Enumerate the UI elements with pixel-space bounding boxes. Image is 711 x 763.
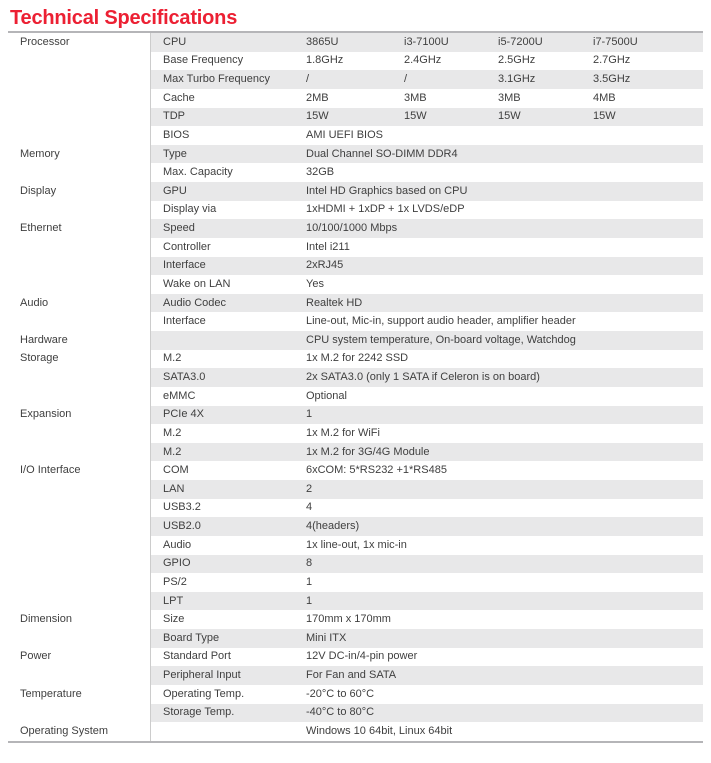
table-row xyxy=(8,163,703,182)
spec-row-body xyxy=(150,443,703,462)
spec-value: 15W xyxy=(404,111,427,123)
spec-value: 2.5GHz xyxy=(498,55,536,67)
spec-label: Controller xyxy=(163,241,211,253)
table-row xyxy=(8,331,703,350)
spec-label: Cache xyxy=(163,92,195,104)
table-row xyxy=(8,201,703,220)
spec-row-body xyxy=(150,294,703,313)
spec-row-body xyxy=(150,331,703,350)
spec-value: For Fan and SATA xyxy=(306,670,397,682)
spec-label: TDP xyxy=(163,111,185,123)
table-row xyxy=(8,517,703,536)
spec-row-body xyxy=(150,424,703,443)
table-row xyxy=(8,480,703,499)
spec-label: Interface xyxy=(163,316,206,328)
table-row xyxy=(8,499,703,518)
spec-label: USB3.2 xyxy=(163,502,201,514)
category-label: Operating System xyxy=(20,725,109,737)
spec-value: Dual Channel SO-DIMM DDR4 xyxy=(306,148,458,160)
spec-value: Intel HD Graphics based on CPU xyxy=(306,185,468,197)
spec-value: 15W xyxy=(306,111,329,123)
spec-value: 4(headers) xyxy=(306,521,360,533)
spec-label: Storage Temp. xyxy=(163,707,235,719)
table-row xyxy=(8,238,703,257)
spec-label: M.2 xyxy=(163,427,182,439)
spec-row-body xyxy=(150,573,703,592)
table-row xyxy=(8,33,703,52)
table-row xyxy=(8,406,703,425)
spec-row-body xyxy=(150,238,703,257)
spec-value: 2x SATA3.0 (only 1 SATA if Celeron is on board) xyxy=(306,372,540,384)
spec-row-body xyxy=(150,406,703,425)
category-label: Power xyxy=(20,651,52,663)
spec-label: LPT xyxy=(163,595,184,607)
spec-row-body xyxy=(150,257,703,276)
spec-label: Audio Codec xyxy=(163,297,226,309)
spec-value: / xyxy=(306,74,310,86)
spec-value: 15W xyxy=(498,111,521,123)
table-row xyxy=(8,368,703,387)
table-row xyxy=(8,555,703,574)
spec-label: PCIe 4X xyxy=(163,409,204,421)
spec-row-body xyxy=(150,108,703,127)
spec-label: LAN xyxy=(163,483,185,495)
table-row xyxy=(8,536,703,555)
spec-label: Display via xyxy=(163,204,217,216)
spec-label: USB2.0 xyxy=(163,521,201,533)
spec-value: 1xHDMI + 1xDP + 1x LVDS/eDP xyxy=(306,204,465,216)
spec-label: Base Frequency xyxy=(163,55,244,67)
spec-value: 8 xyxy=(306,558,313,570)
spec-value: 4 xyxy=(306,502,313,514)
table-row xyxy=(8,629,703,648)
spec-value: Realtek HD xyxy=(306,297,363,309)
spec-row-body xyxy=(150,536,703,555)
table-row xyxy=(8,126,703,145)
spec-value: i7-7500U xyxy=(593,36,638,48)
spec-row-body xyxy=(150,52,703,71)
spec-value: Windows 10 64bit, Linux 64bit xyxy=(306,725,453,737)
spec-value: -20°C to 60°C xyxy=(306,688,375,700)
spec-label: Audio xyxy=(163,539,192,551)
table-row xyxy=(8,219,703,238)
table-row xyxy=(8,610,703,629)
table-row xyxy=(8,257,703,276)
spec-value: 15W xyxy=(593,111,616,123)
table-row xyxy=(8,89,703,108)
table-row xyxy=(8,722,703,741)
category-label: Memory xyxy=(20,148,60,160)
spec-value: i5-7200U xyxy=(498,36,543,48)
spec-value: Intel i211 xyxy=(306,241,350,253)
spec-row-body xyxy=(150,219,703,238)
spec-value: Mini ITX xyxy=(306,632,347,644)
spec-value: -40°C to 80°C xyxy=(306,707,375,719)
spec-label: Peripheral Input xyxy=(163,670,241,682)
spec-row-body xyxy=(150,722,703,741)
spec-row-body xyxy=(150,350,703,369)
category-label: Display xyxy=(20,185,57,197)
category-label: Dimension xyxy=(20,614,72,626)
spec-label: M.2 xyxy=(163,353,182,365)
spec-value: 12V DC-in/4-pin power xyxy=(306,651,418,663)
spec-label: GPU xyxy=(163,185,187,197)
category-label: Storage xyxy=(20,353,59,365)
spec-value: 170mm x 170mm xyxy=(306,614,391,626)
table-row xyxy=(8,704,703,723)
spec-value: Optional xyxy=(306,390,347,402)
spec-row-body xyxy=(150,610,703,629)
spec-table xyxy=(8,31,703,743)
table-row xyxy=(8,461,703,480)
spec-value: 1x line-out, 1x mic-in xyxy=(306,539,407,551)
spec-row-body xyxy=(150,312,703,331)
spec-row-body xyxy=(150,704,703,723)
spec-value: 1 xyxy=(306,595,313,607)
spec-row-body xyxy=(150,275,703,294)
category-label: Ethernet xyxy=(20,223,62,235)
spec-value: 6xCOM: 5*RS232 +1*RS485 xyxy=(306,465,447,477)
spec-value: Yes xyxy=(306,278,324,290)
spec-row-body xyxy=(150,33,703,52)
spec-label: Operating Temp. xyxy=(163,688,245,700)
spec-value: 3MB xyxy=(498,92,521,104)
table-row xyxy=(8,592,703,611)
spec-label: BIOS xyxy=(163,129,190,141)
spec-value: 2MB xyxy=(306,92,329,104)
table-row xyxy=(8,275,703,294)
table-row xyxy=(8,294,703,313)
spec-row-body xyxy=(150,89,703,108)
spec-value: 1x M.2 for WiFi xyxy=(306,427,380,439)
table-row xyxy=(8,685,703,704)
spec-value: 1.8GHz xyxy=(306,55,344,67)
spec-value: 1 xyxy=(306,409,313,421)
spec-row-body xyxy=(150,517,703,536)
spec-value: 3.5GHz xyxy=(593,74,631,86)
spec-value: 4MB xyxy=(593,92,616,104)
spec-row-body xyxy=(150,461,703,480)
spec-row-body xyxy=(150,201,703,220)
spec-label: Type xyxy=(163,148,187,160)
table-row xyxy=(8,70,703,89)
spec-label: Size xyxy=(163,614,185,626)
spec-value: Line-out, Mic-in, support audio header, amplifier header xyxy=(306,316,576,328)
spec-label: Max. Capacity xyxy=(163,167,233,179)
category-label: Temperature xyxy=(20,688,82,700)
table-row xyxy=(8,350,703,369)
spec-row-body xyxy=(150,648,703,667)
spec-row-body xyxy=(150,499,703,518)
spec-row-body xyxy=(150,163,703,182)
spec-value: 10/100/1000 Mbps xyxy=(306,223,398,235)
spec-row-body xyxy=(150,70,703,89)
table-row xyxy=(8,52,703,71)
table-row xyxy=(8,648,703,667)
spec-label: Interface xyxy=(163,260,206,272)
spec-label: Board Type xyxy=(163,632,220,644)
table-row xyxy=(8,573,703,592)
spec-value: / xyxy=(404,74,408,86)
spec-row-body xyxy=(150,387,703,406)
category-label: I/O Interface xyxy=(20,465,81,477)
spec-label: PS/2 xyxy=(163,576,187,588)
spec-row-body xyxy=(150,368,703,387)
spec-value: 3MB xyxy=(404,92,427,104)
category-label: Audio xyxy=(20,297,49,309)
table-row xyxy=(8,424,703,443)
spec-label: eMMC xyxy=(163,390,196,402)
spec-value: 3.1GHz xyxy=(498,74,536,86)
spec-value: 2.7GHz xyxy=(593,55,631,67)
spec-label: Wake on LAN xyxy=(163,278,231,290)
spec-value: 1x M.2 for 2242 SSD xyxy=(306,353,409,365)
spec-label: M.2 xyxy=(163,446,182,458)
category-label: Expansion xyxy=(20,409,72,421)
spec-value: AMI UEFI BIOS xyxy=(306,129,384,141)
table-row xyxy=(8,312,703,331)
spec-value: 2xRJ45 xyxy=(306,260,344,272)
spec-row-body xyxy=(150,182,703,201)
table-row xyxy=(8,108,703,127)
spec-label: GPIO xyxy=(163,558,191,570)
table-row xyxy=(8,443,703,462)
spec-row-body xyxy=(150,555,703,574)
spec-row-body xyxy=(150,145,703,164)
spec-value: 1 xyxy=(306,576,313,588)
category-label: Processor xyxy=(20,36,70,48)
table-row xyxy=(8,145,703,164)
spec-value: 3865U xyxy=(306,36,339,48)
spec-row-body xyxy=(150,629,703,648)
spec-row-body xyxy=(150,126,703,145)
spec-label: COM xyxy=(163,465,189,477)
spec-value: 32GB xyxy=(306,167,335,179)
spec-label: SATA3.0 xyxy=(163,372,206,384)
spec-value: 2 xyxy=(306,483,313,495)
spec-row-body xyxy=(150,592,703,611)
spec-label: CPU xyxy=(163,36,187,48)
spec-value: 2.4GHz xyxy=(404,55,442,67)
table-row xyxy=(8,182,703,201)
spec-row-body xyxy=(150,666,703,685)
spec-label: Standard Port xyxy=(163,651,231,663)
table-row xyxy=(8,387,703,406)
spec-value: 1x M.2 for 3G/4G Module xyxy=(306,446,430,458)
spec-row-body xyxy=(150,480,703,499)
category-label: Hardware xyxy=(20,334,68,346)
page-title: Technical Specifications xyxy=(10,7,238,29)
table-row xyxy=(8,666,703,685)
spec-label: Speed xyxy=(163,223,195,235)
spec-value: CPU system temperature, On-board voltage, Watchdog xyxy=(306,334,576,346)
spec-row-body xyxy=(150,685,703,704)
spec-value: i3-7100U xyxy=(404,36,449,48)
spec-label: Max Turbo Frequency xyxy=(163,74,270,86)
